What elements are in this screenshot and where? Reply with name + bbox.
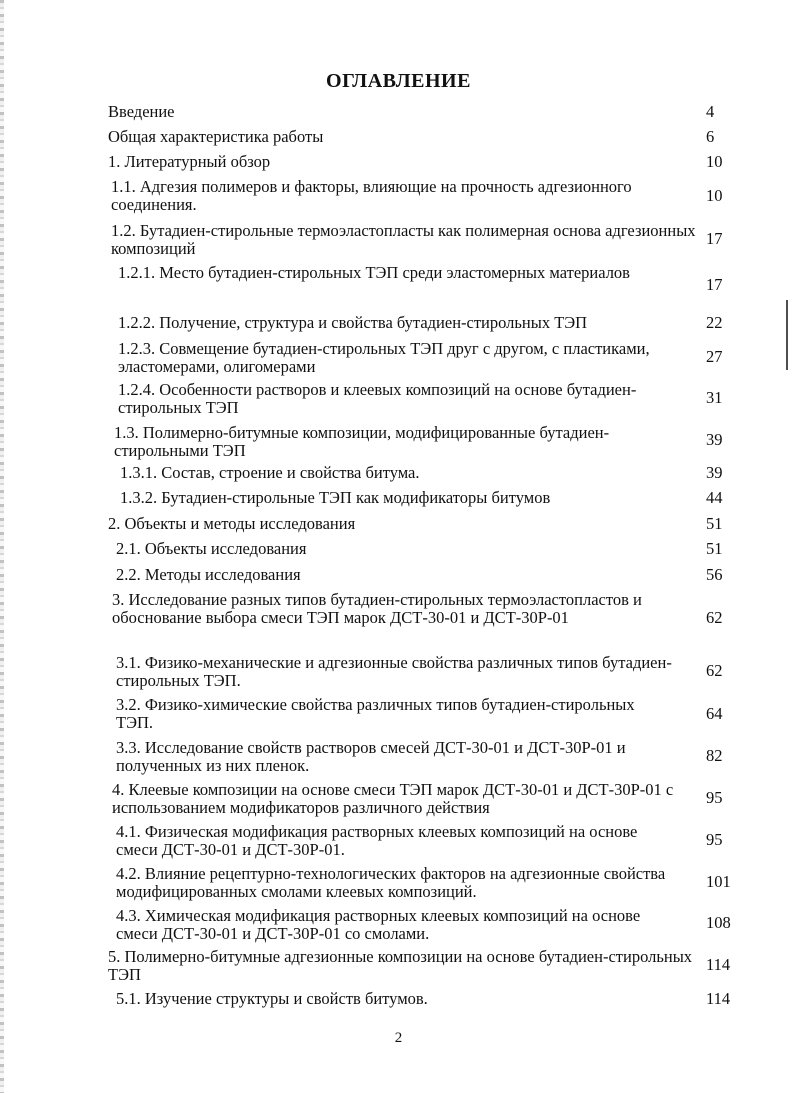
toc-entry-page: 17 bbox=[706, 275, 723, 294]
toc-entry-text: 3.3. Исследование свойств растворов смесей ДСТ-30-01 и ДСТ-30Р-01 и полученных из них пленок. bbox=[116, 738, 626, 775]
toc-entry-page: 22 bbox=[706, 313, 723, 332]
toc-entry-page: 31 bbox=[706, 388, 723, 407]
toc-entry-page: 56 bbox=[706, 565, 723, 584]
toc-entry-text: 1. Литературный обзор bbox=[108, 152, 271, 171]
toc-entry-page: 44 bbox=[706, 488, 723, 507]
toc-entry-text: 3.2. Физико-химические свойства различных типов бутадиен-стирольных ТЭП. bbox=[116, 695, 635, 732]
page-number: 2 bbox=[394, 1030, 403, 1046]
toc-entry-text: 1.2.3. Совмещение бутадиен-стирольных ТЭП друг с другом, с пластиками, эластомерами, олигомерами bbox=[118, 339, 650, 376]
toc-entry-text: 5.1. Изучение структуры и свойств битумов. bbox=[116, 989, 428, 1008]
toc-entry-page: 10 bbox=[706, 152, 723, 171]
toc-entry-text: 1.1. Адгезия полимеров и факторы, влияющие на прочность адгезионного соединения. bbox=[111, 177, 632, 214]
toc-entry-page: 95 bbox=[706, 830, 723, 849]
toc-entry-text: 4.1. Физическая модификация растворных клеевых композиций на основе смеси ДСТ-30-01 и ДСТ-30Р-01. bbox=[116, 822, 638, 859]
toc-entry-text: 1.2.2. Получение, структура и свойства бутадиен-стирольных ТЭП bbox=[118, 313, 588, 332]
toc-entry-text: 5. Полимерно-битумные адгезионные композиции на основе бутадиен-стирольных ТЭП bbox=[108, 947, 693, 984]
toc-entry-page: 95 bbox=[706, 788, 723, 807]
toc-entry-text: 4. Клеевые композиции на основе смеси ТЭП марок ДСТ-30-01 и ДСТ-30Р-01 с использованием модификаторов различного действия bbox=[112, 780, 674, 817]
toc-entry-text: 1.3.1. Состав, строение и свойства битума. bbox=[120, 463, 420, 482]
toc-entry-page: 4 bbox=[706, 102, 715, 121]
toc-entry-text: 3.1. Физико-механические и адгезионные свойства различных типов бутадиен-стирольных ТЭП. bbox=[116, 653, 672, 690]
toc-entry-page: 108 bbox=[706, 913, 731, 932]
toc-entry-page: 6 bbox=[706, 127, 715, 146]
toc-entry-page: 62 bbox=[706, 608, 723, 627]
toc-entry-text: 4.2. Влияние рецептурно-технологических факторов на адгезионные свойства модифицированных смолами клеевых композиций. bbox=[116, 864, 666, 901]
toc-entry-page: 82 bbox=[706, 746, 723, 765]
toc-entry-text: 2.2. Методы исследования bbox=[116, 565, 301, 584]
toc-entry-text: 4.3. Химическая модификация растворных клеевых композиций на основе смеси ДСТ-30-01 и ДСТ-30Р-01 со смолами. bbox=[116, 906, 641, 943]
toc-entry-page: 62 bbox=[706, 661, 723, 680]
toc-entry-page: 51 bbox=[706, 539, 723, 558]
toc-entry-page: 114 bbox=[706, 989, 731, 1008]
toc-entry-text: 1.3. Полимерно-битумные композиции, модифицированные бутадиен-стирольными ТЭП bbox=[114, 423, 610, 460]
toc-entry-text: 1.2.1. Место бутадиен-стирольных ТЭП среди эластомерных материалов bbox=[118, 263, 630, 282]
toc-entry-text: Введение bbox=[108, 102, 175, 121]
toc-entry-text: 1.2. Бутадиен-стирольные термоэластопласты как полимерная основа адгезионных композиций bbox=[111, 221, 696, 258]
toc-entry-text: Общая характеристика работы bbox=[108, 127, 324, 146]
toc-entry-page: 27 bbox=[706, 347, 723, 366]
toc-entry-text: 1.2.4. Особенности растворов и клеевых композиций на основе бутадиен-стирольных ТЭП bbox=[118, 380, 637, 417]
toc-entry-text: 3. Исследование разных типов бутадиен-стирольных термоэластопластов и обоснование выбора смеси ТЭП марок ДСТ-30-01 и ДСТ-30Р-01 bbox=[112, 590, 642, 627]
toc-entry-page: 51 bbox=[706, 514, 723, 533]
toc-entry-page: 39 bbox=[706, 430, 723, 449]
toc-entry-page: 39 bbox=[706, 463, 723, 482]
toc-entry-page: 64 bbox=[706, 704, 723, 723]
toc-entry-page: 101 bbox=[706, 872, 731, 891]
toc-entry-page: 114 bbox=[706, 955, 731, 974]
toc-entry-page: 10 bbox=[706, 186, 723, 205]
toc-entry-text: 2.1. Объекты исследования bbox=[116, 539, 307, 558]
toc-entry-text: 2. Объекты и методы исследования bbox=[108, 514, 356, 533]
page-title: ОГЛАВЛЕНИЕ bbox=[326, 70, 471, 92]
toc-entry-text: 1.3.2. Бутадиен-стирольные ТЭП как модификаторы битумов bbox=[120, 488, 551, 507]
toc-entry-page: 17 bbox=[706, 229, 723, 248]
